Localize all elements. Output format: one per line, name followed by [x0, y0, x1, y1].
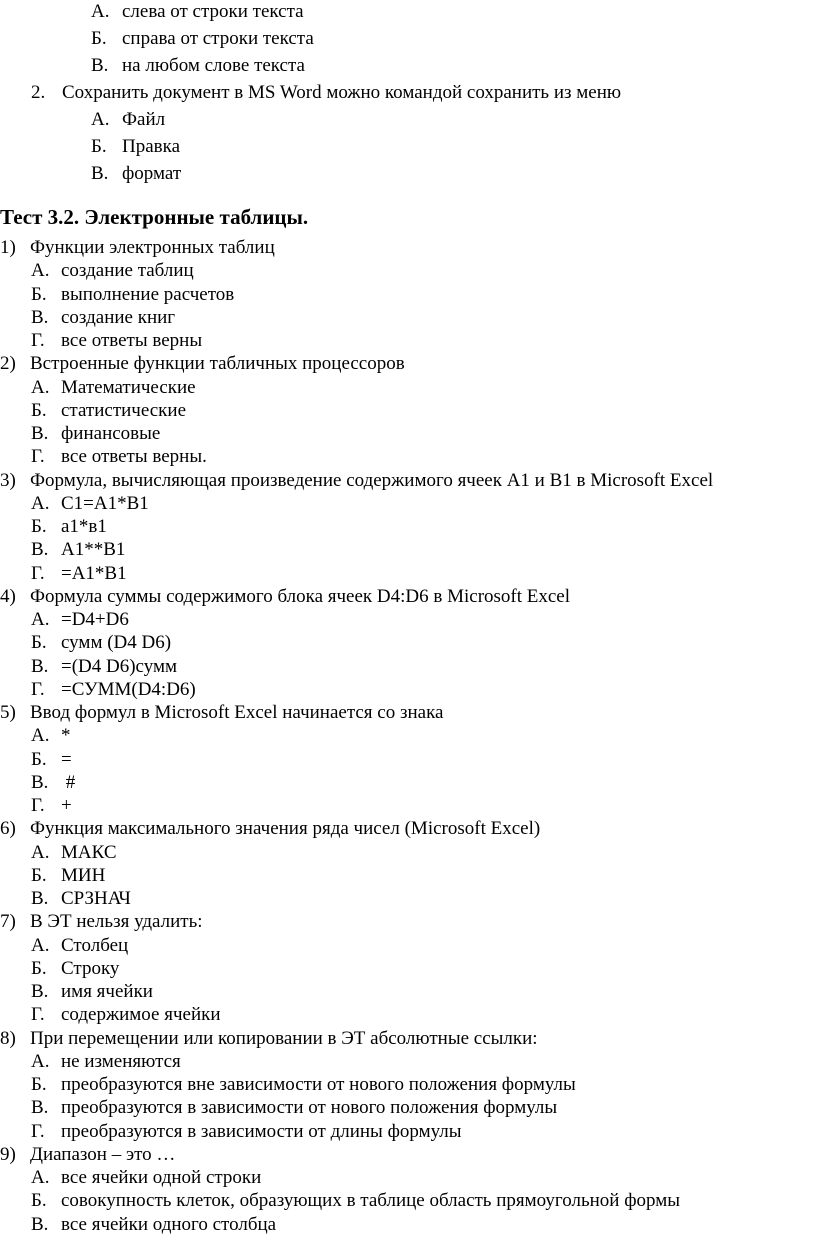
answer-option-label: Г. — [31, 795, 45, 816]
question-text: Функция максимального значения ряда чисел (Microsoft Excel) — [30, 818, 541, 839]
answer-option-label: Г. — [31, 679, 45, 700]
answer-option-text: а1*в1 — [61, 516, 107, 537]
answer-option-label: Г. — [31, 563, 45, 584]
q2-option-label: А. — [91, 109, 110, 130]
question-label: 9) — [0, 1144, 16, 1165]
answer-option — [31, 284, 234, 306]
question-label: 3) — [0, 470, 16, 491]
question-label: 5) — [0, 702, 16, 723]
test-title — [0, 206, 308, 228]
answer-option-text: А1**В1 — [61, 539, 126, 560]
answer-option-label: В. — [31, 1097, 49, 1118]
answer-option — [31, 981, 153, 1003]
q2-option — [91, 136, 180, 158]
answer-option-label: Г. — [31, 330, 45, 351]
answer-option-text: СРЗНАЧ — [61, 888, 131, 909]
answer-option-text: С1=А1*В1 — [61, 493, 149, 514]
answer-option — [31, 1121, 462, 1143]
answer-option-label: А. — [31, 377, 50, 398]
answer-option-text: все ответы верны. — [61, 446, 207, 467]
answer-option-label: В. — [31, 307, 49, 328]
answer-option-label: Б. — [31, 632, 47, 653]
answer-option-label: В. — [31, 772, 49, 793]
question — [0, 237, 275, 259]
answer-option-label: Б. — [31, 749, 47, 770]
answer-option-label: Г. — [31, 1121, 45, 1142]
answer-option-text: имя ячейки — [61, 981, 153, 1002]
answer-option — [31, 400, 186, 422]
answer-option-text: создание книг — [61, 307, 176, 328]
answer-option — [31, 632, 171, 654]
answer-option — [31, 377, 196, 399]
answer-option — [31, 749, 72, 771]
q2-option-text: Правка — [122, 136, 181, 157]
answer-option-text: содержимое ячейки — [61, 1004, 221, 1025]
answer-option — [31, 1167, 261, 1189]
answer-option-text: сумм (D4 D6) — [61, 632, 172, 653]
answer-option-text: преобразуются вне зависимости от нового положения формулы — [61, 1074, 576, 1095]
question-2-top-text: Сохранить документ в MS Word можно командой сохранить из меню — [62, 82, 622, 103]
answer-option-text: Строку — [61, 958, 120, 979]
answer-option-text: =СУММ(D4:D6) — [61, 679, 196, 700]
answer-option-label: А. — [31, 935, 50, 956]
answer-option — [31, 516, 107, 538]
answer-option — [31, 1074, 576, 1096]
answer-option — [31, 679, 196, 701]
answer-option — [31, 1004, 221, 1026]
question — [0, 1028, 538, 1050]
answer-option-text: * — [61, 725, 71, 746]
answer-option-label: В. — [31, 423, 49, 444]
answer-option-label: Б. — [31, 516, 47, 537]
answer-option-text: преобразуются в зависимости от длины формулы — [61, 1121, 462, 1142]
answer-option-text: все ячейки одного столбца — [61, 1214, 277, 1235]
question-2-top — [31, 82, 621, 104]
q2-option-text: формат — [122, 163, 182, 184]
answer-option-label: В. — [31, 656, 49, 677]
answer-option-label: А. — [31, 609, 50, 630]
answer-option-label: А. — [31, 1051, 50, 1072]
question-label: 1) — [0, 237, 16, 258]
question-text: Функции электронных таблиц — [30, 237, 275, 258]
question — [0, 818, 540, 840]
q2-option — [91, 109, 165, 131]
answer-option-label: Г. — [31, 1004, 45, 1025]
question-text: В ЭТ нельзя удалить: — [30, 911, 203, 932]
answer-option-label: Б. — [31, 865, 47, 886]
answer-option-text: все ответы верны — [61, 330, 203, 351]
answer-option-label: А. — [31, 493, 50, 514]
answer-option — [31, 842, 117, 864]
answer-option-text: преобразуются в зависимости от нового положения формулы — [61, 1097, 558, 1118]
answer-option-text: МАКС — [61, 842, 117, 863]
q2-option-text: Файл — [122, 109, 166, 130]
question-text: Формула суммы содержимого блока ячеек D4:D6 в Microsoft Excel — [30, 586, 571, 607]
answer-option — [31, 1190, 680, 1212]
question-text: Диапазон – это … — [30, 1144, 176, 1165]
answer-option — [31, 656, 177, 678]
question-text: Встроенные функции табличных процессоров — [30, 353, 405, 374]
question-label: 6) — [0, 818, 16, 839]
answer-option-label: Б. — [31, 284, 47, 305]
answer-option — [31, 1214, 276, 1236]
answer-option-text: =А1*В1 — [61, 563, 127, 584]
answer-option-label: А. — [31, 260, 50, 281]
question — [0, 353, 405, 375]
answer-option-label: А. — [31, 725, 50, 746]
answer-option-text: Столбец — [61, 935, 129, 956]
prev-option — [91, 28, 314, 50]
answer-option-label: А. — [31, 842, 50, 863]
answer-option-text: = — [61, 749, 72, 770]
answer-option — [31, 609, 129, 631]
answer-option — [31, 423, 160, 445]
test-title-text: Тест 3.2. Электронные таблицы. — [0, 205, 309, 229]
answer-option-text: МИН — [61, 865, 106, 886]
question-text: Ввод формул в Microsoft Excel начинается со знака — [30, 702, 444, 723]
answer-option — [31, 772, 75, 794]
prev-option — [91, 1, 304, 23]
prev-option-label: В. — [91, 55, 109, 76]
prev-option — [91, 55, 305, 77]
answer-option-label: Г. — [31, 446, 45, 467]
answer-option — [31, 330, 202, 352]
answer-option-text: статистические — [61, 400, 187, 421]
answer-option-text: =(D4 D6)сумм — [61, 656, 178, 677]
question-text: Формула, вычисляющая произведение содержимого ячеек А1 и В1 в Microsoft Excel — [30, 470, 714, 491]
answer-option-text: создание таблиц — [61, 260, 194, 281]
answer-option-text: все ячейки одной строки — [61, 1167, 262, 1188]
prev-option-text: справа от строки текста — [122, 28, 314, 49]
answer-option — [31, 888, 131, 910]
question — [0, 702, 443, 724]
question-label: 4) — [0, 586, 16, 607]
prev-option-text: на любом слове текста — [122, 55, 305, 76]
prev-option-label: А. — [91, 1, 110, 22]
question-text: При перемещении или копировании в ЭТ абсолютные ссылки: — [30, 1028, 538, 1049]
answer-option — [31, 935, 128, 957]
answer-option — [31, 1051, 181, 1073]
answer-option-label: Б. — [31, 958, 47, 979]
answer-option-label: В. — [31, 981, 49, 1002]
answer-option-text: + — [61, 795, 72, 816]
prev-option-label: Б. — [91, 28, 107, 49]
question — [0, 911, 203, 933]
question — [0, 470, 713, 492]
question — [0, 586, 570, 608]
q2-option — [91, 163, 181, 185]
answer-option-text: =D4+D6 — [61, 609, 129, 630]
answer-option — [31, 1097, 557, 1119]
answer-option-label: В. — [31, 888, 49, 909]
answer-option-label: В. — [31, 1214, 49, 1235]
answer-option — [31, 539, 125, 561]
answer-option-label: Б. — [31, 1190, 47, 1211]
answer-option — [31, 795, 72, 817]
answer-option — [31, 307, 175, 329]
answer-option-label: Б. — [31, 1074, 47, 1095]
prev-option-text: слева от строки текста — [122, 1, 304, 22]
answer-option-label: В. — [31, 539, 49, 560]
answer-option — [31, 446, 207, 468]
q2-option-label: В. — [91, 163, 109, 184]
answer-option-text: совокупность клеток, образующих в таблице область прямоугольной формы — [61, 1190, 681, 1211]
answer-option-text: выполнение расчетов — [61, 284, 235, 305]
answer-option — [31, 725, 71, 747]
answer-option-label: А. — [31, 1167, 50, 1188]
answer-option-label: Б. — [31, 400, 47, 421]
question-2-top-label: 2. — [31, 82, 46, 103]
question-label: 2) — [0, 353, 16, 374]
question-label: 7) — [0, 911, 16, 932]
answer-option — [31, 958, 119, 980]
q2-option-label: Б. — [91, 136, 107, 157]
answer-option-text: не изменяются — [61, 1051, 181, 1072]
answer-option-text: # — [61, 772, 76, 793]
answer-option — [31, 260, 194, 282]
answer-option-text: финансовые — [61, 423, 161, 444]
answer-option-text: Математические — [61, 377, 196, 398]
answer-option — [31, 493, 149, 515]
answer-option — [31, 865, 105, 887]
answer-option — [31, 563, 127, 585]
question — [0, 1144, 175, 1166]
question-label: 8) — [0, 1028, 16, 1049]
